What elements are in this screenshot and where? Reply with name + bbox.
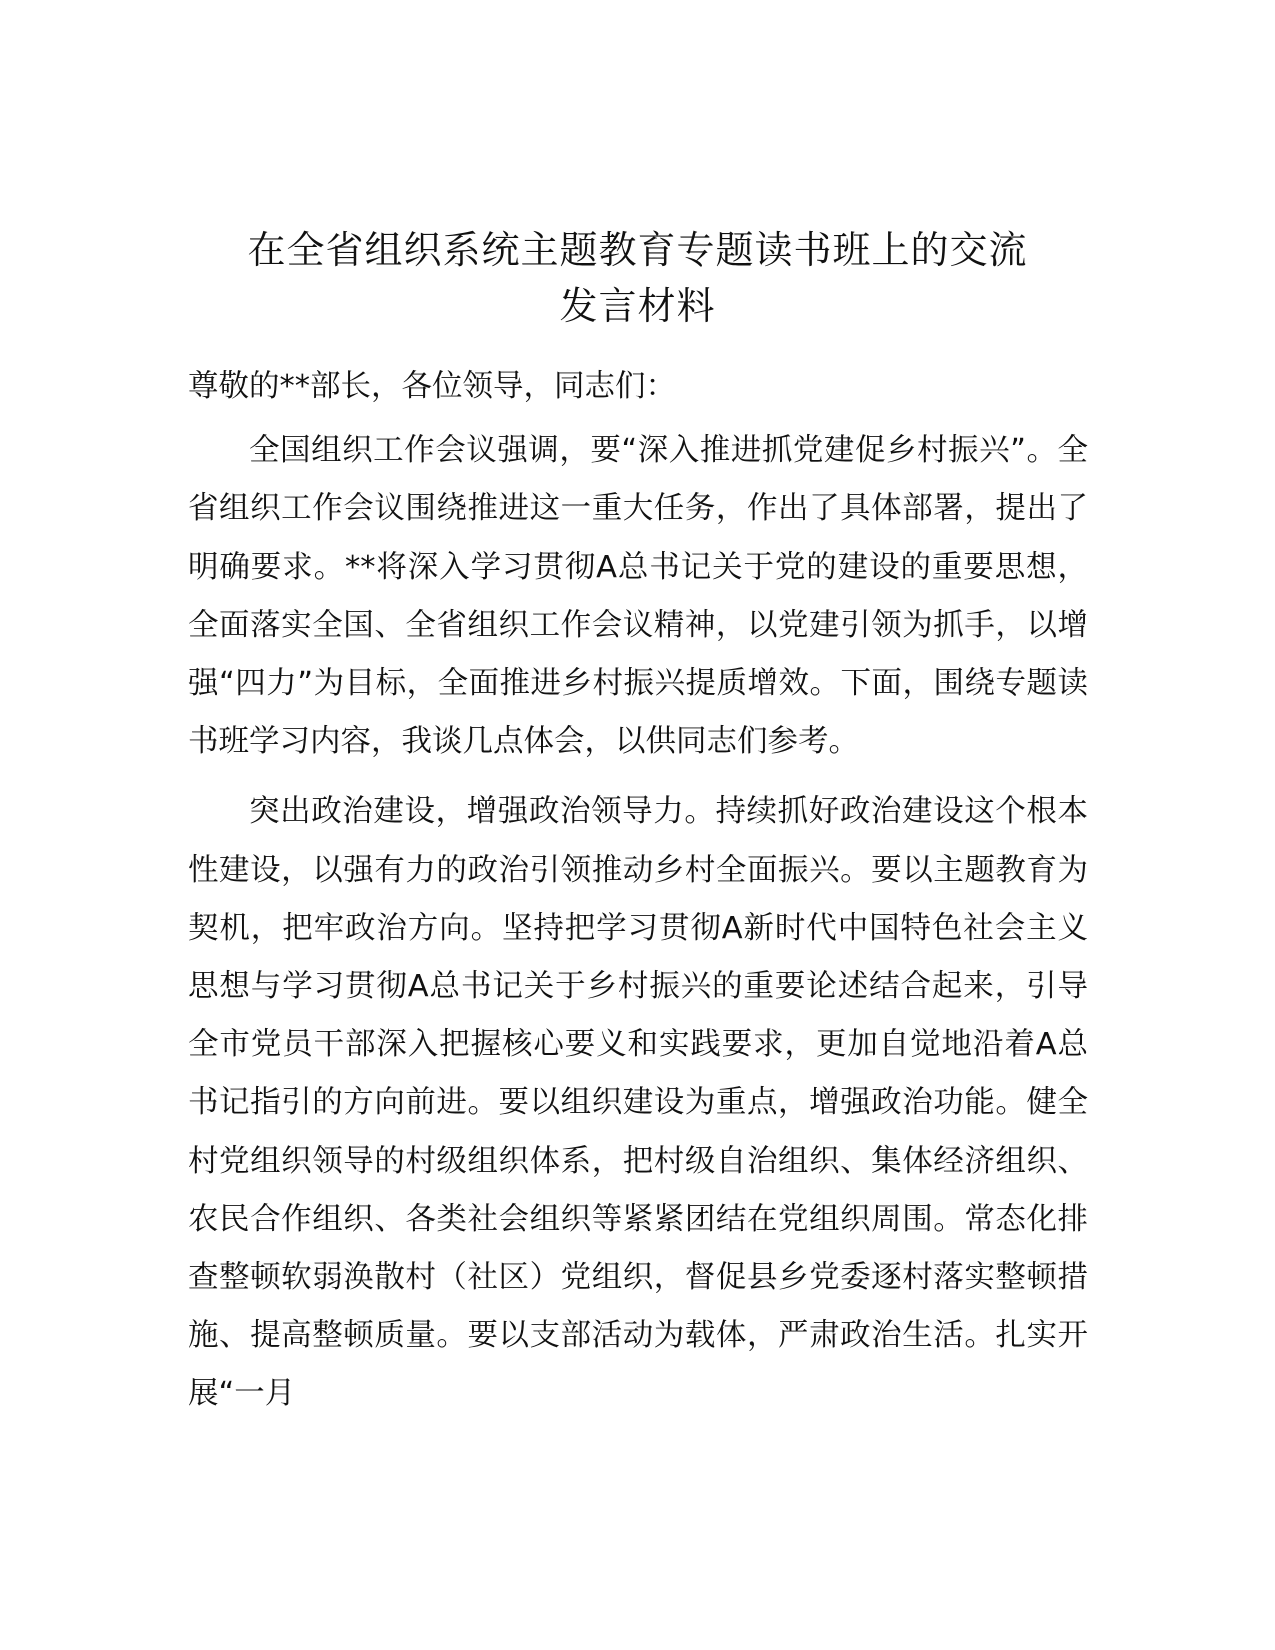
title-line-1: 在全省组织系统主题教育专题读书班上的交流 bbox=[247, 228, 1028, 272]
document-title bbox=[150, 222, 1125, 334]
title-line-2: 发言材料 bbox=[559, 284, 716, 328]
salutation: 尊敬的**部长，各位领导，同志们： bbox=[188, 369, 676, 404]
document-body bbox=[188, 358, 1088, 1436]
paragraph-intro: 全国组织工作会议强调，要“深入推进抓党建促乡村振兴”。全省组织工作会议围绕推进这一重大任务，作出了具体部署，提出了明确要求。**将深入学习贯彻A总书记关于党的建设的重要思想，全面落实全国、全省组织工作会议精神，以党建引领为抓手，以增强“四力”为目标，全面推进乡村振兴提质增效。下面，围绕专题读书班学习内容，我谈几点体会，以供同志们参考。 bbox=[188, 433, 1088, 760]
paragraph-political-building: 突出政治建设，增强政治领导力。持续抓好政治建设这个根本性建设，以强有力的政治引领推动乡村全面振兴。要以主题教育为契机，把牢政治方向。坚持把学习贯彻A新时代中国特色社会主义思想与学习贯彻A总书记关于乡村振兴的重要论述结合起来，引导全市党员干部深入把握核心要义和实践要求，更加自觉地沿着A总书记指引的方向前进。要以组织建设为重点，增强政治功能。健全村党组织领导的村级组织体系，把村级自治组织、集体经济组织、农民合作组织、各类社会组织等紧紧团结在党组织周围。常态化排查整顿软弱涣散村（社区）党组织，督促县乡党委逐村落实整顿措施、提高整顿质量。要以支部活动为载体，严肃政治生活。扎实开展“一月 bbox=[188, 794, 1088, 1412]
